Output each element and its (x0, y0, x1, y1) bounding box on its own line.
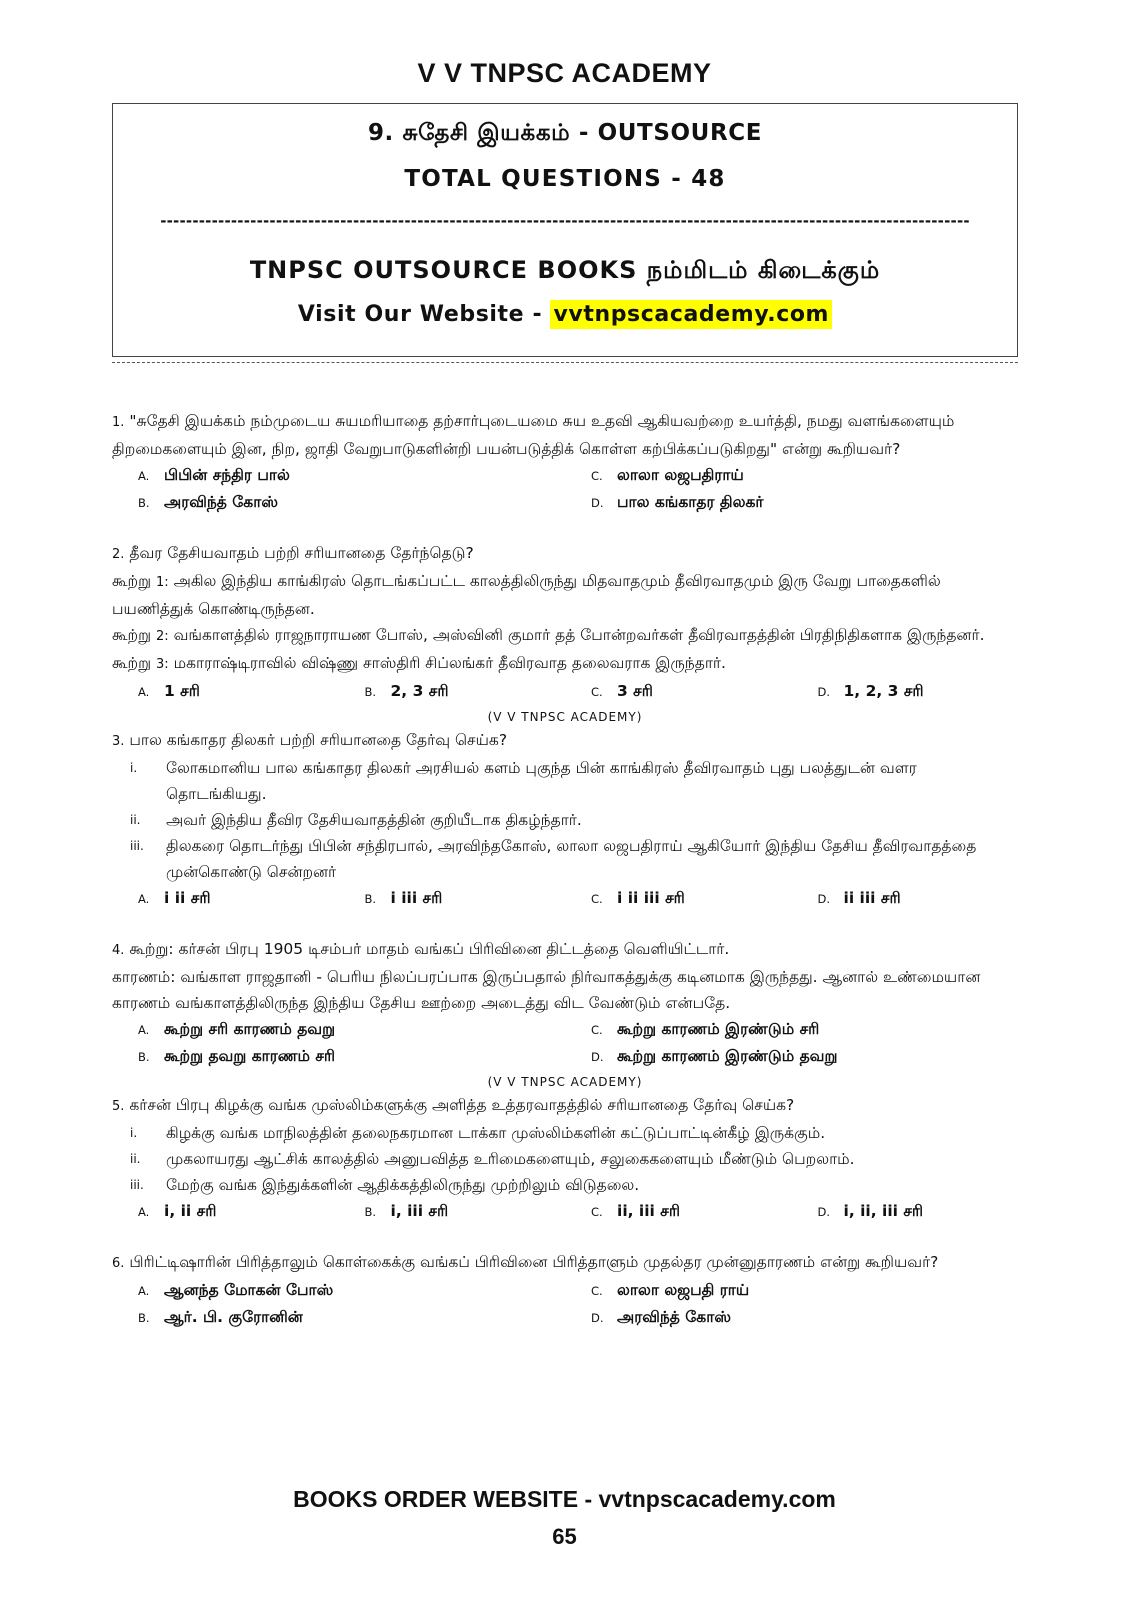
statement-2: கூற்று 2: வங்காளத்தில் ராஜநாராயண போஸ், அஸ்வினி குமார் தத் போன்றவர்கள் தீவிரவாதத்தின் பிரதிநிதிகளாக இருந்தனர். (112, 626, 985, 644)
visit-website-line (113, 302, 1017, 327)
chapter-suffix: - OUTSOURCE (578, 120, 763, 146)
sub-items (112, 1120, 1018, 1198)
option-b[interactable]: B. அரவிந்த் கோஸ் (138, 493, 278, 511)
question-text: 6. பிரிட்டிஷாரின் பிரித்தாலும் கொள்கைக்கு வங்கப் பிரிவினை பிரித்தாளும் முதல்தர முன்னுதாரணம் என்று கூறியவர்? (112, 1253, 939, 1271)
option-c[interactable]: C. i ii iii சரி (591, 889, 685, 907)
question-2 (112, 540, 1018, 705)
option-b[interactable]: B. கூற்று தவறு காரணம் சரி (138, 1047, 336, 1065)
option-a[interactable]: A. 1 சரி (138, 682, 200, 700)
question-text: 3. பால கங்காதர திலகர் பற்றி சரியானதை தேர்வு செய்க? (112, 731, 508, 749)
option-a[interactable]: A. i, ii சரி (138, 1202, 217, 1220)
option-c[interactable]: C. ii, iii சரி (591, 1202, 680, 1220)
question-1 (112, 408, 1018, 516)
books-order-footer: BOOKS ORDER WEBSITE - vvtnpscacademy.com (293, 1486, 836, 1512)
options (112, 1016, 1018, 1070)
option-a[interactable]: A. கூற்று சரி காரணம் தவறு (138, 1020, 336, 1038)
books-line-english: TNPSC OUTSOURCE BOOKS (249, 256, 638, 284)
option-d[interactable]: D. ii iii சரி (817, 889, 901, 907)
option-d[interactable]: D. கூற்று காரணம் இரண்டும் தவறு (591, 1047, 838, 1065)
option-b[interactable]: B. i, iii சரி (364, 1202, 449, 1220)
option-d[interactable]: D. 1, 2, 3 சரி (817, 682, 924, 700)
option-c[interactable]: C. லாலா லஜபதிராய் (591, 466, 744, 484)
option-b[interactable]: B. ஆர். பி. குரோனின் (138, 1308, 303, 1326)
option-d[interactable]: D. அரவிந்த் கோஸ் (591, 1308, 731, 1326)
question-text: 5. கர்சன் பிரபு கிழக்கு வங்க முஸ்லிம்களுக்கு அளித்த உத்தரவாதத்தில் சரியானதை தேர்வு செய்க? (112, 1096, 795, 1114)
option-d[interactable]: D. பால கங்காதர திலகர் (591, 493, 764, 511)
header-dash-separator: ------------------------------------------------------------------------------------------------------------------------------ (160, 212, 970, 230)
statement-3: கூற்று 3: மகாராஷ்டிராவில் விஷ்ணு சாஸ்திரி சிப்லங்கர் தீவிரவாத தலைவராக இருந்தார். (112, 654, 726, 672)
sub-items (112, 755, 1018, 885)
dashed-divider (112, 362, 1018, 363)
page-number: 65 (552, 1524, 577, 1549)
sub-item: ii. முகலாயரது ஆட்சிக் காலத்தில் அனுபவித்த உரிமைகளையும், சலுகைகளையும் மீண்டும் பெறலாம். (130, 1150, 855, 1168)
option-a[interactable]: A. i ii சரி (138, 889, 211, 907)
chapter-header-box (112, 103, 1018, 357)
chapter-title: சுதேசி இயக்கம் (402, 120, 571, 146)
option-b[interactable]: B. i iii சரி (364, 889, 443, 907)
option-d[interactable]: D. i, ii, iii சரி (817, 1202, 924, 1220)
academy-title: V V TNPSC ACADEMY (417, 58, 712, 88)
question-text: 4. கூற்று: கர்சன் பிரபு 1905 டிசம்பர் மாதம் வங்கப் பிரிவினை திட்டத்தை வெளியிட்டார். (112, 940, 730, 958)
visit-label: Visit Our Website - (297, 302, 543, 327)
question-6 (112, 1249, 1018, 1331)
statement-1: கூற்று 1: அகில இந்திய காங்கிரஸ் தொடங்கப்பட்ட காலத்திலிருந்து மிதவாதமும் தீவிரவாதமும் இரு வேறு பாதைகளில் பயணித்துக் கொண்டிருந்தன. (112, 572, 941, 618)
watermark-1: (V V TNPSC ACADEMY) (487, 710, 643, 724)
question-5 (112, 1092, 1018, 1225)
sub-item: iii. மேற்கு வங்க இந்துக்களின் ஆதிக்கத்திலிருந்து முற்றிலும் விடுதலை. (130, 1176, 640, 1194)
questions-list (112, 408, 1018, 1331)
question-text: 1. "சுதேசி இயக்கம் நம்முடைய சுயமரியாதை தற்சார்புடையமை சுய உதவி ஆகியவற்றை உயர்த்தி, நமது வளங்களையும் திறமைகளையும் இன, நிற, ஜாதி வேறுபாடுகளின்றி பயன்படுத்திக் கொள்ள கற்பிக்கப்படுகிறது" என்று கூறியவர்? (112, 412, 955, 458)
option-c[interactable]: C. கூற்று காரணம் இரண்டும் சரி (591, 1020, 820, 1038)
sub-item: i. கிழக்கு வங்க மாநிலத்தின் தலைநகரமான டாக்கா முஸ்லிம்களின் கட்டுப்பாட்டின்கீழ் இருக்கும். (130, 1124, 826, 1142)
chapter-title-line (113, 120, 1017, 149)
option-a[interactable]: A. பிபின் சந்திர பால் (138, 466, 290, 484)
option-c[interactable]: C. லாலா லஜபதி ராய் (591, 1281, 750, 1299)
sub-item: ii. அவர் இந்திய தீவிர தேசியவாதத்தின் குறியீடாக திகழ்ந்தார். (130, 811, 582, 829)
sub-item: iii. திலகரை தொடர்ந்து பிபின் சந்திரபால், அரவிந்தகோஸ், லாலா லஜபதிராய் ஆகியோர் இந்திய தேசிய தீவிரவாதத்தை முன்கொண்டு சென்றனர் (130, 837, 977, 881)
options (112, 1277, 1018, 1331)
total-questions: TOTAL QUESTIONS - 48 (404, 166, 726, 192)
question-text: 2. தீவர தேசியவாதம் பற்றி சரியானதை தேர்ந்தெடு? (112, 544, 474, 562)
options (112, 885, 1018, 912)
option-b[interactable]: B. 2, 3 சரி (364, 682, 449, 700)
options (112, 462, 1018, 516)
website-link[interactable]: vvtnpscacademy.com (550, 300, 832, 329)
option-c[interactable]: C. 3 சரி (591, 682, 653, 700)
question-4 (112, 936, 1018, 1070)
watermark-2: (V V TNPSC ACADEMY) (487, 1075, 643, 1089)
options (112, 1198, 1018, 1225)
options (112, 678, 1018, 705)
sub-item: i. லோகமானிய பால கங்காதர திலகர் அரசியல் களம் புகுந்த பின் காங்கிரஸ் தீவிரவாதம் புது பலத்துடன் வளர தொடங்கியது. (130, 759, 917, 803)
option-a[interactable]: A. ஆனந்த மோகன் போஸ் (138, 1281, 334, 1299)
chapter-number: 9. (367, 120, 394, 146)
books-line-tamil: நம்மிடம் கிடைக்கும் (646, 256, 881, 284)
books-available-line (113, 256, 1017, 287)
question-3 (112, 727, 1018, 912)
reason-text: காரணம்: வங்காள ராஜதானி - பெரிய நிலப்பரப்பாக இருப்பதால் நிர்வாகத்துக்கு கடினமாக இருந்தது. ஆனால் உண்மையான காரணம் வங்காளத்திலிருந்த இந்திய தேசிய ஊற்றை அடைத்து விட வேண்டும் என்பதே. (112, 968, 981, 1012)
